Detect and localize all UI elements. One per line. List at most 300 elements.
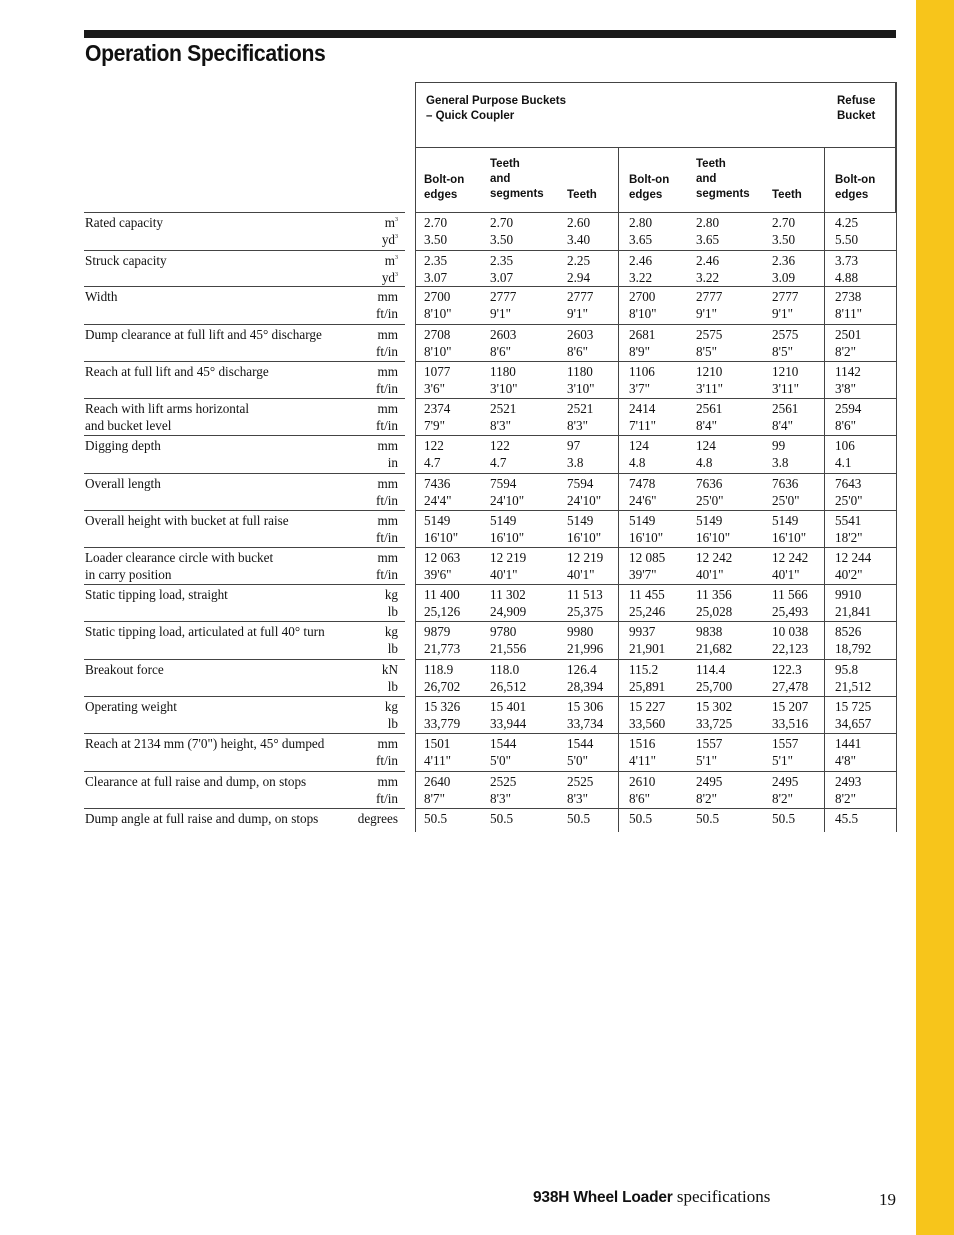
column-header-line: edges [835,188,869,201]
column-header [490,157,544,202]
cell-value: 26,702 [424,678,461,694]
table-cell [835,437,855,471]
cell-value: 99 [772,438,786,454]
cell-value: 11 356 [696,587,732,603]
cell-value: 40'1" [490,566,518,582]
row-rule [84,435,405,436]
cell-value: 21,996 [567,641,604,657]
table-cell [424,437,444,471]
cell-value: 12 085 [629,549,666,565]
row-label [85,437,161,454]
cell-value: 3'7" [629,380,650,396]
cell-value: 3.40 [567,232,591,247]
table-cell [835,288,862,322]
cell-value: 7636 [772,475,799,491]
table-cell [490,623,526,657]
cell-value: 2495 [696,773,723,789]
table-cell [567,623,603,657]
table-cell [424,288,452,322]
table-cell [424,735,451,769]
table-cell [835,586,871,620]
cell-value: 50.5 [772,810,796,826]
table-cell [629,326,655,360]
cell-value: 3.73 [835,252,859,268]
cell-value: 1180 [490,363,516,379]
row-rule [415,324,896,325]
table-cell [835,363,861,397]
cell-value: 2603 [567,326,594,342]
row-label-line: Breakout force [85,661,164,677]
unit-line: lb [387,604,398,620]
table-cell [629,586,665,620]
row-label-line: Struck capacity [85,252,167,268]
table-cell [567,773,593,807]
cell-value: 5'1" [696,753,717,769]
row-label-line: Reach at full lift and 45° discharge [85,363,269,379]
cell-value: 3.22 [629,269,653,285]
cell-value: 2.80 [696,215,720,230]
cell-value: 124 [629,438,649,454]
cell-value: 25,891 [629,678,666,694]
table-cell [835,326,861,360]
cell-value: 1544 [567,736,594,752]
cell-value: 2374 [424,400,451,416]
row-label [85,326,322,343]
table-cell [490,326,516,360]
table-cell [629,400,656,434]
cell-value: 33,944 [490,716,527,731]
table-cell [490,475,524,509]
cell-value: 7436 [424,475,451,491]
cell-value: 2561 [772,400,799,416]
unit-line: in [387,455,398,471]
cell-value: 24'6" [629,492,657,508]
table-cell [772,773,798,807]
unit-line [382,214,398,231]
row-rule [415,771,896,772]
cell-value: 16'10" [424,529,459,545]
table-cell [696,735,722,769]
cell-value: 8'11" [835,306,863,322]
table-cell [424,586,460,620]
table-cell [696,400,722,434]
unit-line: ft/in [376,417,398,433]
table-cell [629,773,655,807]
cell-value: 2501 [835,326,862,342]
cell-value: 4.88 [835,269,859,285]
table-cell [835,698,871,732]
row-rule [415,250,896,251]
cell-value: 2594 [835,400,862,416]
table-cell [424,549,460,583]
table-cell [567,400,593,434]
row-rule [84,398,405,399]
column-header-line: and [490,173,511,185]
cell-value: 126.4 [567,661,597,677]
row-rule [84,286,405,287]
cell-value: 2.35 [490,252,514,268]
row-units [385,586,398,620]
cell-value: 50.5 [424,810,448,826]
table-cell [490,549,526,583]
cell-value: 21,773 [424,641,461,657]
cell-value: 97 [567,438,581,454]
cell-value: 7643 [835,475,862,491]
table-cell [567,735,593,769]
column-header [424,173,464,203]
cell-value: 50.5 [696,810,720,826]
table-cell [696,363,723,397]
table-cell [490,512,524,546]
cell-value: 8'10" [424,306,452,322]
table-cell [424,661,460,695]
cell-value: 122 [490,438,510,454]
cell-value: 4.7 [424,455,441,471]
row-label [85,773,306,790]
cell-value: 3'10" [490,380,518,396]
table-cell [629,475,657,509]
column-header-line: Teeth [490,158,520,170]
cell-value: 2777 [696,289,723,305]
cell-value: 1106 [629,363,655,379]
table-cell [424,400,450,434]
cell-value: 21,901 [629,641,666,657]
cell-value: 2.46 [629,252,653,268]
cell-value: 8'2" [696,790,717,806]
table-cell [424,810,447,827]
cell-value: 25'0" [772,492,800,508]
column-header-line: and [696,173,717,185]
table-cell [490,735,516,769]
cell-value: 39'7" [629,566,657,582]
cell-value: 2.60 [567,215,591,230]
cell-value: 40'1" [772,566,800,582]
cell-value: 5'0" [490,753,511,769]
table-cell [772,661,808,695]
cell-value: 2700 [629,289,656,305]
row-units [376,773,398,807]
column-header-line: Teeth [567,189,597,201]
column-header [772,188,802,203]
table-cell [835,214,858,248]
table-cell [835,810,858,827]
unit-line: ft/in [376,529,398,545]
unit-line: mm [377,438,398,454]
row-label-line: Loader clearance circle with bucket [85,549,274,565]
row-rule [84,250,405,251]
cell-value: 33,560 [629,716,666,731]
cell-value: 1077 [424,363,451,379]
unit-line: degrees [357,810,398,826]
cell-value: 50.5 [567,810,591,826]
cell-value: 3.07 [424,269,448,285]
cell-value: 1516 [629,736,656,752]
table-cell [696,288,722,322]
cell-value: 8'2" [772,790,793,806]
cell-value: 95.8 [835,661,859,677]
table-cell [696,773,722,807]
row-units [376,475,398,509]
cell-value: 122 [424,438,444,454]
table-cell [567,252,590,286]
row-label-line: Overall length [85,475,161,491]
table-cell [629,252,652,286]
row-label [85,735,324,752]
table-cell [696,512,730,546]
unit-superscript: 3 [395,234,398,240]
unit-line: mm [377,400,398,416]
cell-value: 8'2" [835,790,856,806]
table-cell [490,661,526,695]
table-cell [772,214,795,248]
row-label-line: Digging depth [85,438,161,454]
table-cell [629,810,652,827]
row-rule [84,621,405,622]
cell-value: 8'5" [772,343,793,359]
cell-value: 2495 [772,773,799,789]
cell-value: 2700 [424,289,451,305]
row-rule [84,547,405,548]
title-rule [84,30,896,38]
unit-line: ft/in [376,753,398,769]
table-cell [835,475,863,509]
cell-value: 18,792 [835,641,872,657]
table-cell [424,252,447,286]
cell-value: 24'4" [424,492,452,508]
row-rule [84,324,405,325]
table-cell [772,810,795,827]
row-label [85,363,269,380]
cell-value: 1544 [490,736,517,752]
column-header [629,173,669,203]
cell-value: 11 566 [772,587,808,603]
cell-value: 40'1" [567,566,595,582]
table-cell [696,810,719,827]
row-label [85,252,167,269]
table-cell [696,698,732,732]
cell-value: 8'6" [629,790,650,806]
cell-value: 1501 [424,736,451,752]
cell-value: 2610 [629,773,656,789]
row-rule [84,771,405,772]
table-cell [835,773,861,807]
page-title: Operation Specifications [85,40,326,66]
row-rule [415,733,896,734]
column-header [696,157,750,202]
cell-value: 106 [835,438,855,454]
cell-value: 5.50 [835,232,859,247]
cell-value: 12 244 [835,549,872,565]
cell-value: 45.5 [835,810,859,826]
cell-value: 2525 [490,773,517,789]
cell-value: 8'3" [490,417,511,433]
column-header-line: segments [490,188,544,200]
cell-value: 3.8 [567,455,584,471]
cell-value: 2738 [835,289,862,305]
unit-line: kg [384,699,398,714]
cell-value: 24'10" [567,492,602,508]
row-label-line: Dump clearance at full lift and 45° discharge [85,326,322,342]
row-label-line: Reach with lift arms horizontal [85,400,250,416]
unit-line: ft/in [376,790,398,806]
cell-value: 25,028 [696,604,733,620]
cell-value: 8'3" [567,790,588,806]
row-units [376,549,398,583]
cell-value: 2.25 [567,252,591,268]
cell-value: 2777 [567,289,594,305]
cell-value: 4'11" [629,753,657,769]
cell-value: 15 207 [772,699,809,714]
cell-value: 7594 [567,475,594,491]
cell-value: 1557 [772,736,799,752]
table-cell [567,549,603,583]
cell-value: 25,493 [772,604,809,620]
cell-value: 25,126 [424,604,461,620]
cell-value: 4.8 [696,455,713,471]
cell-value: 3.8 [772,455,789,471]
unit-line: mm [377,289,398,305]
row-label-line: Width [85,289,118,305]
table-cell [772,400,798,434]
unit-line: ft/in [376,343,398,359]
cell-value: 2.36 [772,252,796,268]
cell-value: 8526 [835,624,862,640]
cell-value: 1441 [835,736,862,752]
row-label-line: in carry position [85,566,172,582]
cell-value: 3'8" [835,380,856,396]
unit-line [382,269,398,286]
table-cell [567,437,583,471]
cell-value: 8'10" [629,306,657,322]
unit-base: m [384,252,395,268]
cell-value: 4'11" [424,753,452,769]
cell-value: 18'2" [835,529,863,545]
cell-value: 2708 [424,326,451,342]
row-rule [415,696,896,697]
cell-value: 2.70 [490,215,514,230]
table-cell [772,549,808,583]
cell-value: 12 063 [424,549,461,565]
table-cell [629,437,649,471]
row-units [376,735,398,769]
row-label [85,623,325,640]
unit-superscript: 3 [395,254,398,261]
cell-value: 15 306 [567,699,604,714]
cell-value: 3.09 [772,269,796,285]
cell-value: 9780 [490,624,517,640]
row-units [382,252,398,286]
row-label [85,549,273,583]
row-label [85,288,117,305]
row-rule [415,473,896,474]
cell-value: 2640 [424,773,451,789]
row-label [85,512,289,529]
cell-value: 8'9" [629,343,650,359]
cell-value: 33,779 [424,716,461,731]
row-units [382,661,398,695]
table-cell [490,363,518,397]
table-cell [567,475,601,509]
cell-value: 9980 [567,624,594,640]
cell-value: 39'6" [424,566,452,582]
table-cell [424,475,452,509]
table-cell [424,698,460,732]
cell-value: 25,375 [567,604,604,620]
column-header-line: Teeth [772,189,802,201]
table-cell [629,698,665,732]
row-rule [415,659,896,660]
row-label [85,698,177,715]
cell-value: 5'1" [772,753,793,769]
cell-value: 21,682 [696,641,733,657]
table-cell [567,326,593,360]
row-label [85,810,318,827]
cell-value: 2777 [772,289,799,305]
table-cell [696,437,716,471]
table-cell [772,698,808,732]
cell-value: 15 227 [629,699,666,714]
row-units [377,437,398,471]
cell-value: 2603 [490,326,517,342]
cell-value: 1180 [567,363,593,379]
unit-line: ft/in [376,306,398,322]
row-rule [415,510,896,511]
unit-line: mm [377,773,398,789]
table-cell [696,549,732,583]
cell-value: 8'6" [835,417,856,433]
row-label-line: Static tipping load, articulated at full 40° turn [85,624,325,640]
unit-line: mm [377,549,398,565]
cell-value: 8'6" [567,343,588,359]
cell-value: 3.65 [629,232,653,247]
page-number: 19 [879,1190,896,1209]
column-header [567,188,597,203]
table-cell [424,326,452,360]
cell-value: 5541 [835,512,862,528]
cell-value: 11 302 [490,587,526,603]
cell-value: 33,725 [696,716,733,731]
unit-line: mm [377,326,398,342]
cell-value: 34,657 [835,716,872,731]
cell-value: 3'11" [772,380,800,396]
unit-line: kg [384,624,398,640]
table-cell [629,363,655,397]
cell-value: 2.70 [424,215,448,230]
row-label-line: Rated capacity [85,215,163,230]
cell-value: 12 219 [567,549,604,565]
cell-value: 115.2 [629,661,659,677]
row-units [376,288,398,322]
table-cell [835,623,871,657]
cell-value: 40'2" [835,566,863,582]
cell-value: 9'1" [696,306,717,322]
row-rule [415,361,896,362]
row-label-line: and bucket level [85,417,172,433]
cell-value: 8'4" [772,417,793,433]
cell-value: 15 401 [490,699,527,714]
table-cell [772,512,806,546]
row-units [385,698,398,732]
cell-value: 2575 [772,326,799,342]
row-rule [415,547,896,548]
cell-value: 15 326 [424,699,461,714]
cell-value: 22,123 [772,641,809,657]
cell-value: 2575 [696,326,723,342]
cell-value: 5149 [424,512,451,528]
cell-value: 33,734 [567,716,604,731]
cell-value: 3.22 [696,269,720,285]
cell-value: 9838 [696,624,723,640]
